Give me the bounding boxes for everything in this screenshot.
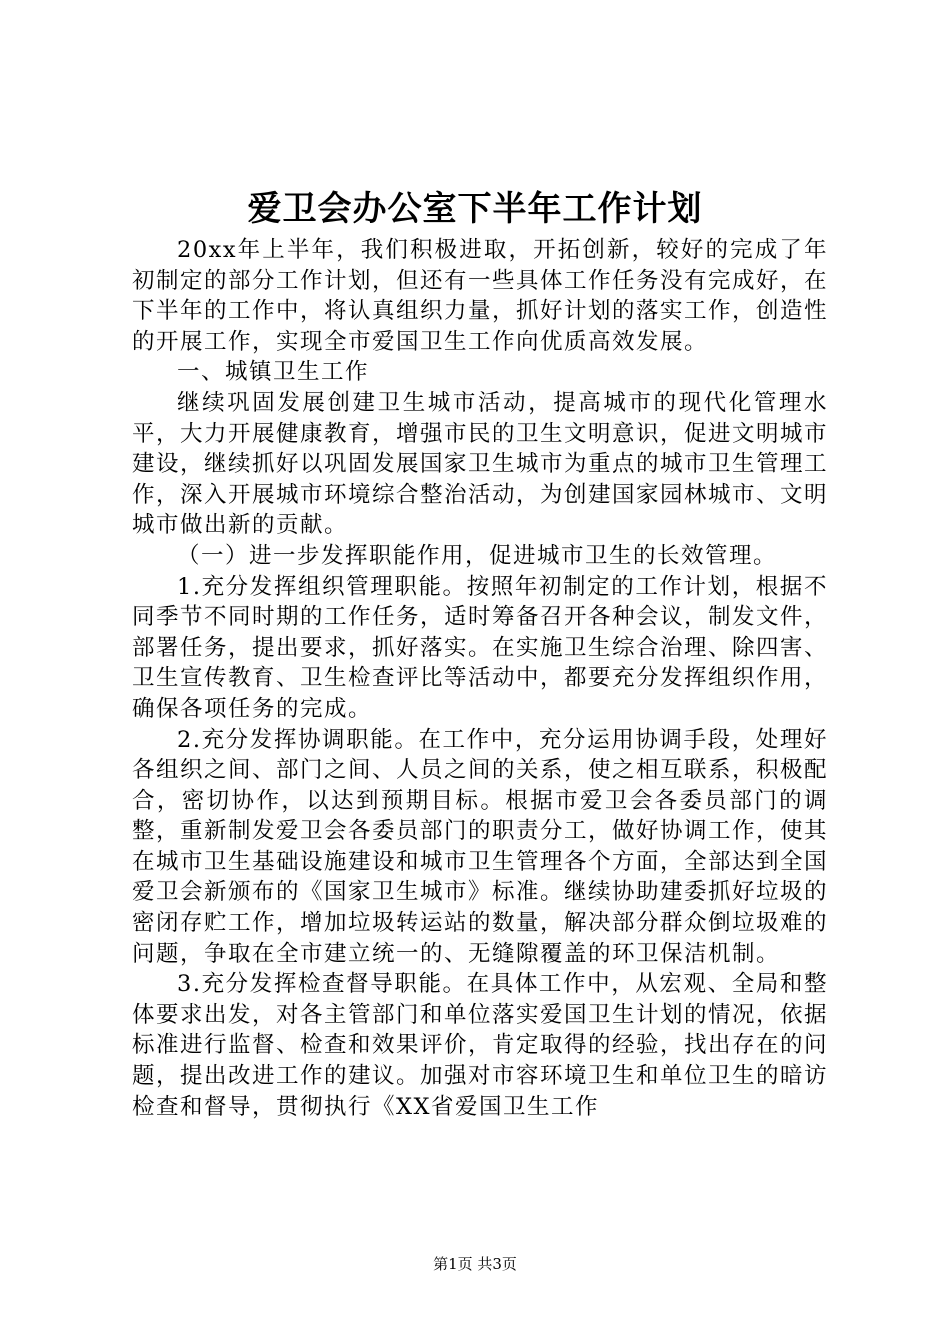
paragraph-urban-sanitation: 继续巩固发展创建卫生城市活动，提高城市的现代化管理水平，大力开展健康教育，增强市民的卫生文明意识，促进文明城市建设，继续抓好以巩固发展国家卫生城市为重点的城市卫生管理工作，深入开展城市环境综合整治活动，为创建国家园林城市、文明城市做出新的贡献。 [132, 389, 829, 539]
subsection-heading-functions: （一）进一步发挥职能作用，促进城市卫生的长效管理。 [177, 542, 778, 569]
section-heading-urban-sanitation: 一、城镇卫生工作 [177, 359, 370, 386]
paragraph-item-2: 2.充分发挥协调职能。在工作中，充分运用协调手段，处理好各组织之间、部门之间、人员之间的关系，使之相互联系，积极配合，密切协作，以达到预期目标。根据市爱卫会各委员部门的调整，重新制发爱卫会各委员部门的职责分工，做好协调工作，使其在城市卫生基础设施建设和城市卫生管理各个方面，全部达到全国爱卫会新颁布的《国家卫生城市》标准。继续协助建委抓好垃圾的密闭存贮工作，增加垃圾转运站的数量，解决部分群众倒垃圾难的问题，争取在全市建立统一的、无缝隙覆盖的环卫保洁机制。 [132, 726, 829, 967]
paragraph-item-3: 3.充分发挥检查督导职能。在具体工作中，从宏观、全局和整体要求出发，对各主管部门和单位落实爱国卫生计划的情况，依据标准进行监督、检查和效果评价，肯定取得的经验，找出存在的问题，提出改进工作的建议。加强对市容环境卫生和单位卫生的暗访检查和督导，贯彻执行《XX省爱国卫生工作 [132, 971, 829, 1120]
paragraph-intro: 20xx年上半年，我们积极进取，开拓创新，较好的完成了年初制定的部分工作计划，但还有一些具体工作任务没有完成好，在下半年的工作中，将认真组织力量，抓好计划的落实工作，创造性的开展工作，实现全市爱国卫生工作向优质高效发展。 [132, 237, 829, 355]
document-body [132, 235, 828, 1122]
document-title: 爱卫会办公室下半年工作计划 [247, 189, 703, 229]
paragraph-item-1: 1.充分发挥组织管理职能。按照年初制定的工作计划，根据不同季节不同时期的工作任务，适时筹备召开各种会议，制发文件，部署任务，提出要求，抓好落实。在实施卫生综合治理、除四害、卫生宣传教育、卫生检查评比等活动中，都要充分发挥组织作用，确保各项任务的完成。 [132, 573, 829, 722]
page-footer: 第1页 共3页 [433, 1255, 517, 1273]
